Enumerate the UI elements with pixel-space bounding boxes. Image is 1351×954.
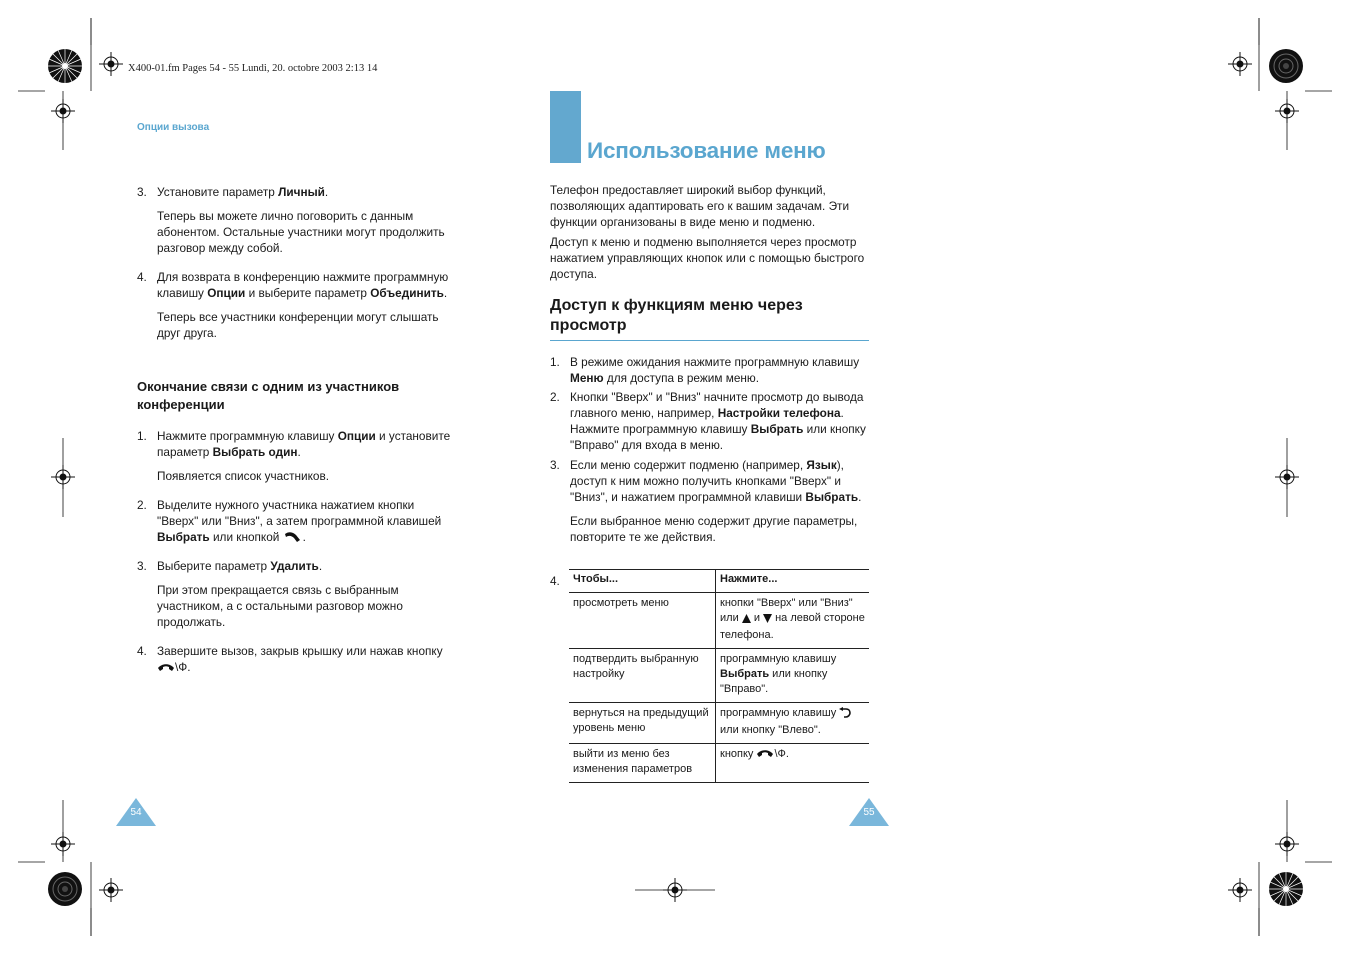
registration-mark-icon: [51, 465, 75, 489]
table-cell: подтвердить выбранную настройку: [569, 649, 716, 703]
starburst-target-icon: [47, 48, 83, 84]
step-number: 1.: [550, 355, 560, 369]
step-number: 4.: [137, 644, 147, 658]
step-number: 3.: [550, 458, 560, 472]
table-cell: кнопки "Вверх" или "Вниз" или и на левой стороне телефона.: [716, 593, 870, 649]
table-header-cell: Чтобы...: [569, 570, 716, 593]
registration-mark-icon: [51, 99, 75, 123]
table-cell: кнопку \Ф.: [716, 744, 870, 783]
registration-mark-icon: [99, 878, 123, 902]
step-number: 3.: [137, 185, 147, 199]
registration-mark-icon: [1228, 878, 1252, 902]
step-number: 3.: [137, 559, 147, 573]
table-cell: программную клавишу или кнопку "Влево".: [716, 703, 870, 744]
registration-mark-icon: [51, 832, 75, 856]
step-note: Теперь все участники конференции могут слышать друг друга.: [157, 310, 439, 340]
starburst-target-icon: [1268, 48, 1304, 84]
step-text: Завершите вызов, закрыв крышку или нажав кнопку \Ф.: [157, 643, 457, 677]
step-text: Если меню содержит подменю (например, Язык), доступ к ним можно получить кнопками "Вверх" и "Вниз", и нажатием программной клавиши Выбрать.: [570, 458, 862, 504]
step-number: 2.: [550, 390, 560, 404]
table-cell: вернуться на предыдущий уровень меню: [569, 703, 716, 744]
starburst-target-icon: [47, 871, 83, 907]
registration-mark-icon: [99, 52, 123, 76]
step-note: Теперь вы можете лично поговорить с данным абонентом. Остальные участники могут продолжить разговор между собой.: [157, 209, 445, 255]
section-label: Опции вызова: [137, 122, 210, 133]
page-number-text: 54: [130, 807, 142, 818]
step-text: Кнопки "Вверх" и "Вниз" начните просмотр до вывода главного меню, например, Настройки телефона. Нажмите программную клавишу Выбрать или кнопку "Вправо" для входа в меню.: [570, 390, 866, 452]
step-text: Установите параметр Личный.: [157, 185, 329, 199]
print-header: X400-01.fm Pages 54 - 55 Lundi, 20. octobre 2003 2:13 14: [128, 63, 378, 74]
step-text: В режиме ожидания нажмите программную клавишу Меню для доступа в режим меню.: [570, 355, 860, 385]
step-note: Если выбранное меню содержит другие параметры, повторите те же действия.: [570, 514, 858, 544]
left-subheading: Окончание связи с одним из участников конференции: [137, 379, 400, 412]
page-title: Использование меню: [587, 138, 826, 163]
step-number: 1.: [137, 429, 147, 443]
table-header-cell: Нажмите...: [716, 570, 870, 593]
step-text: Выделите нужного участника нажатием кнопки "Вверх" или "Вниз", а затем программной клавишей Выбрать или кнопкой .: [157, 497, 457, 547]
step-note: Появляется список участников.: [157, 469, 330, 483]
table-cell: выйти из меню без изменения параметров: [569, 744, 716, 783]
intro-paragraph-1: Телефон предоставляет широкий выбор функций, позволяющих адаптировать его к вашим задачам. Эти функции организованы в виде меню и подменю.: [550, 183, 850, 229]
registration-mark-icon: [1275, 465, 1299, 489]
step-text: Выберите параметр Удалить.: [157, 559, 323, 573]
step-text: Нажмите программную клавишу Опции и установите параметр Выбрать один.: [157, 429, 451, 459]
page-number-text: 55: [863, 807, 875, 818]
center-trim-line: [635, 889, 715, 891]
step-text: Для возврата в конференцию нажмите программную клавишу Опции и выберите параметр Объединить.: [157, 270, 449, 300]
registration-mark-icon: [1275, 99, 1299, 123]
registration-mark-icon: [1228, 52, 1252, 76]
step-number: 4.: [137, 270, 147, 284]
registration-mark-icon: [1275, 832, 1299, 856]
right-subheading: Доступ к функциям меню через просмотр: [550, 297, 803, 334]
step-note: При этом прекращается связь с выбранным участником, а с остальными разговор можно продолжать.: [157, 583, 403, 629]
table-cell: просмотреть меню: [569, 593, 716, 649]
step-number: 2.: [137, 498, 147, 512]
intro-paragraph-2: Доступ к меню и подменю выполняется через просмотр нажатием управляющих кнопок или с помощью быстрого доступа.: [550, 235, 865, 281]
starburst-target-icon: [1268, 871, 1304, 907]
table-cell: программную клавишу Выбрать или кнопку "Вправо".: [716, 649, 870, 703]
step-r4-number: 4.: [550, 574, 560, 588]
